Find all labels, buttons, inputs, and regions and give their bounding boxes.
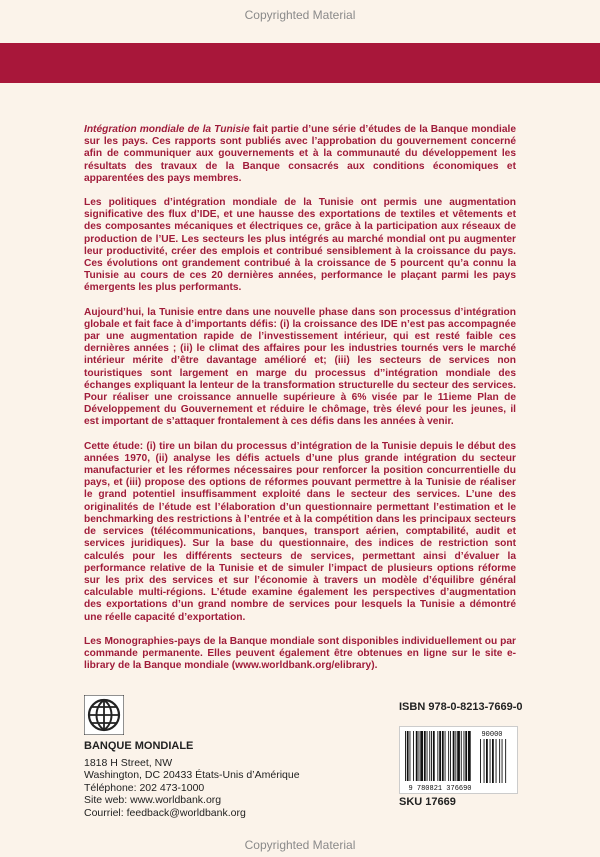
book-title: Intégration mondiale de la Tunisie [84, 124, 250, 135]
barcode-bar [427, 731, 428, 781]
barcode-bar [439, 731, 441, 781]
barcode-bar [410, 731, 411, 781]
isbn-number: ISBN 978-0-8213-7669-0 [399, 701, 523, 713]
barcode-bar [413, 731, 414, 781]
isbn-barcode [399, 726, 518, 794]
barcode-bar [465, 731, 467, 781]
publisher-city: Washington, DC 20433 États-Unis d’Amérique [84, 769, 300, 781]
publisher-street: 1818 H Street, NW [84, 756, 173, 769]
barcode-bar [431, 731, 432, 781]
barcode-addon-bar [486, 739, 488, 783]
intro-paragraph [84, 124, 516, 185]
barcode-graphic [400, 727, 517, 793]
barcode-bar [424, 731, 426, 781]
paragraph-challenges: Aujourd’hui, la Tunisie entre dans une nouvelle phase dans son processus d’intégration globale et fait face à d’importants défis: (i) la croissance des IDE n’est pas accompagnée par une augmentation rapide de l’investissement intérieur, qui est resté faible ces dernières années ; (ii) le climat des affaires pour les industries tournés vers le marché intérieur mérite d’être davantage amélioré et; (iii) les secteurs de services non touristiques sont largement en marge du processus d’’intégration mondiale des échanges expliquant la lenteur de la transformation structurelle du secteur des services. Pour réaliser une croissance annuelle supérieure à 6% visée par le 11ieme Plan de Développement du Gouvernement et réduire le chômage, très élevé pour les jeunes, il est important de s’attaquer frontalement à ces défis dans les années à venir. [84, 306, 516, 428]
barcode-addon-bar [484, 739, 485, 783]
barcode-bar [405, 731, 406, 781]
barcode-main-digits: 9 780821 376690 [408, 785, 472, 793]
barcode-bar [464, 731, 465, 781]
barcode-addon-digits: 90000 [481, 731, 503, 739]
barcode-addon-bar [480, 739, 481, 783]
barcode-bar [433, 731, 435, 781]
barcode-bar [437, 731, 438, 781]
barcode-bar [448, 731, 449, 781]
barcode-bar [461, 731, 462, 781]
back-cover-text [84, 124, 516, 684]
publisher-email: Courriel: feedback@worldbank.org [84, 806, 246, 819]
barcode-addon-bar [505, 739, 506, 783]
barcode-bar [468, 731, 471, 781]
barcode-bar [453, 731, 455, 781]
header-color-band [0, 43, 600, 83]
intro-text: fait partie d’une série d’études de la Banque mondiale sur les pays. Ces rapports sont publiés avec l’approbation du gouvernement concerné afin de communiquer aux gouvernements et à la communauté du développement les résultats des travaux de la Banque consacrés aux conditions économiques et apparentées des pays membres. [84, 124, 516, 184]
barcode-bar [445, 731, 446, 781]
barcode-bar [419, 731, 420, 781]
barcode-addon-bar [502, 739, 503, 783]
copyright-watermark-top: Copyrighted Material [244, 8, 356, 22]
barcode-bar [420, 731, 423, 781]
copyright-watermark-bottom: Copyrighted Material [244, 838, 356, 852]
publisher-name: BANQUE MONDIALE [84, 740, 194, 752]
publisher-address [84, 740, 384, 819]
world-bank-logo-icon [84, 695, 124, 735]
barcode-addon-bar [496, 739, 497, 783]
barcode-bar [416, 731, 418, 781]
barcode-bar [457, 731, 460, 781]
barcode-addon-bar [490, 739, 491, 783]
sku-number: SKU 17669 [399, 796, 456, 808]
barcode-bar [442, 731, 444, 781]
publisher-website: Site web: www.worldbank.org [84, 794, 222, 806]
publisher-phone: Téléphone: 202 473-1000 [84, 781, 205, 794]
paragraph-availability: Les Monographies-pays de la Banque mondiale sont disponibles individuellement ou par commande permanente. Elles peuvent également être obtenues en ligne sur le site e-library de la Banque mondiale (www.worldbank.org/elibrary). [84, 635, 516, 672]
paragraph-study-summary: Cette étude: (i) tire un bilan du processus d’intégration de la Tunisie depuis le début des années 1970, (ii) analyse les défis actuels d’une plus grande intégration du secteur manufacturier et les réformes nécessaires pour renforcer la position concurrentielle du pays, et (iii) propose des options de réformes pouvant permettre à la Tunisie de réaliser le grand potentiel insuffisamment exploité dans le secteur des services. L’une des originalités de l’étude est l’élaboration d’un questionnaire permettant l’estimation et le benchmarking des restrictions à l’entrée et à la compétition dans les principaux secteurs de services (télécommunications, banques, transport aérien, comptabilité, audit et services juridiques). Sur la base du questionnaire, des indices de restriction sont calculés pour les différents secteurs de services, permettant ainsi d’évaluer la performance relative de la Tunisie et de simuler l’impact de plusieurs options réforme sur les prix des services et sur l’économie à travers un modèle d’équilibre général calculable multi-régions. L’étude examine également les perspectives d’augmentation des exportations d’un grand nombre de services pour lesquels la Tunisie a démontré une réelle capacité d’exportation. [84, 440, 516, 623]
barcode-addon-bar [492, 739, 494, 783]
paragraph-integration-policies: Les politiques d’intégration mondiale de la Tunisie ont permis une augmentation significative des flux d’IDE, et une hausse des exportations de textiles et vêtements et des composantes mécaniques et électriques ce, grâce à la participation aux réseaux de production de l’UE. Les secteurs les plus intégrés au marché mondial ont pu augmenter leur productivité, créer des emplois et contribué sensiblement à la croissance du pays. Ces évolutions ont grandement contribué à la croissance de 5 pourcent qu’a connu la Tunisie au cours de ces 20 dernières années, performance le plaçant parmi les pays émergents les plus performants. [84, 197, 516, 294]
barcode-bar [429, 731, 430, 781]
barcode-bar [407, 731, 409, 781]
barcode-bar [455, 731, 456, 781]
barcode-addon-bar [499, 739, 500, 783]
barcode-bar [450, 731, 451, 781]
